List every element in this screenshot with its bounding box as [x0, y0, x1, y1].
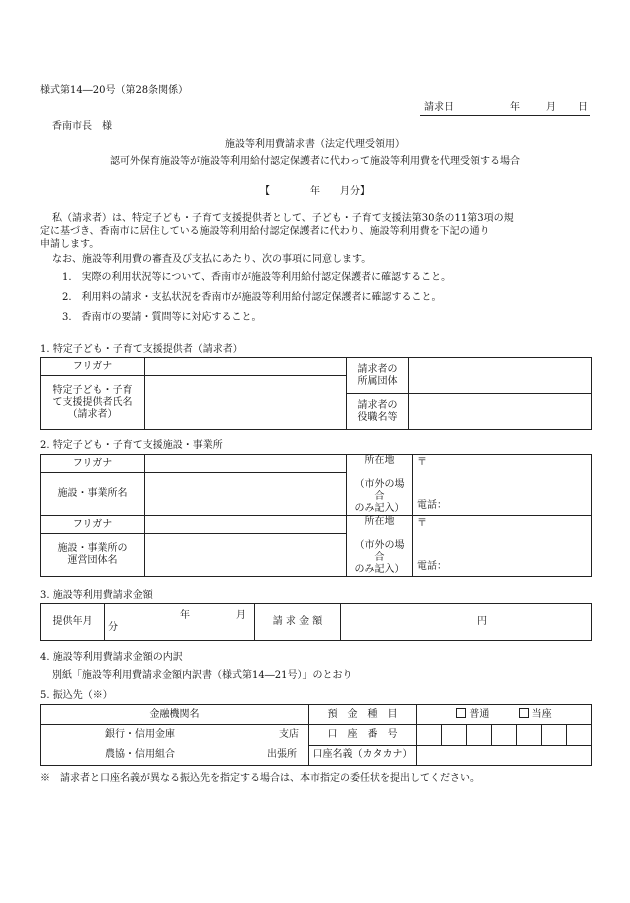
para1-line1: 私（請求者）は、特定子ども・子育て支援提供者として、子ども・子育て支援法第30条の11第3項の規: [52, 213, 514, 224]
ordinary-checkbox[interactable]: [456, 708, 466, 718]
form-title: 施設等利用費請求書（法定代理受領用）: [225, 139, 405, 150]
bank-table: [40, 704, 592, 766]
form-number: 様式第14―20号（第28条関係）: [40, 85, 189, 96]
current-checkbox[interactable]: [519, 708, 529, 718]
account-digit-2[interactable]: [442, 725, 467, 746]
operator-address-field[interactable]: [413, 516, 592, 577]
facility-phone-label: 電話：: [417, 500, 447, 511]
facility-furigana-label: フリガナ: [41, 455, 145, 473]
account-digit-1[interactable]: [417, 725, 442, 746]
branch-text: 支店: [279, 729, 299, 740]
request-date-year: 年: [510, 102, 520, 113]
billing-period: 【 年 月分】: [260, 186, 370, 197]
account-digit-7[interactable]: [567, 725, 592, 746]
office-text: 出張所: [267, 749, 297, 760]
facility-name-label: 施設・事業所名: [41, 473, 145, 516]
operator-phone-label: 電話：: [417, 561, 447, 572]
provider-name-label: 特定子ども・子育 て支援提供者氏名 （請求者）: [41, 376, 145, 430]
account-digit-6[interactable]: [542, 725, 567, 746]
agri-type-text: 農協・信用組合: [105, 749, 175, 760]
service-month-unit: 月分: [108, 610, 246, 633]
bank-name-label: 金融機関名: [41, 705, 309, 725]
date-underline: [420, 115, 590, 116]
section3-heading: 3. 施設等利用費請求金額: [40, 590, 153, 601]
para2: なお、施設等利用費の審査及び支払にあたり、次の事項に同意します。: [52, 254, 372, 265]
current-option[interactable]: 当座: [519, 709, 552, 720]
service-year-unit: 年: [180, 610, 190, 621]
consent-item-1: 1. 実際の利用状況等について、香南市が施設等利用給付認定保護者に確認すること。: [62, 272, 452, 283]
para1-line3: 申請します。: [40, 239, 100, 250]
form-subtitle: 認可外保育施設等が施設等利用給付認定保護者に代わって施設等利用費を代理受領する場合: [110, 156, 520, 167]
section2-heading: 2. 特定子ども・子育て支援施設・事業所: [40, 440, 223, 451]
request-date-label: 請求日: [424, 102, 454, 113]
operator-address-label: 所在地 （市外の場合 のみ記入）: [347, 516, 413, 577]
facility-address-label: 所在地 （市外の場合 のみ記入）: [347, 455, 413, 516]
provider-name-field[interactable]: [145, 376, 347, 430]
section4-heading: 4. 施設等利用費請求金額の内訳: [40, 652, 183, 663]
consent-item-2: 2. 利用料の請求・支払状況を香南市が施設等利用給付認定保護者に確認すること。: [62, 292, 442, 303]
facility-furigana-field[interactable]: [145, 455, 347, 473]
yen-unit: 円: [477, 616, 487, 627]
requester-org-field[interactable]: [409, 358, 592, 394]
ordinary-option[interactable]: 普通: [456, 709, 489, 720]
provider-table: [40, 357, 592, 430]
section1-heading: 1. 特定子ども・子育て支援提供者（請求者）: [40, 344, 243, 355]
facility-address-field[interactable]: [413, 455, 592, 516]
facility-table: [40, 454, 592, 577]
deposit-type-label: 預 金 種 目: [309, 705, 417, 725]
account-digit-4[interactable]: [492, 725, 517, 746]
request-date-day: 日: [578, 102, 588, 113]
section5-heading: 5. 振込先（※）: [40, 690, 113, 701]
amount-table: [40, 603, 592, 641]
request-date-month: 月: [546, 102, 556, 113]
account-holder-label: 口座名義（カタカナ）: [309, 745, 417, 766]
operator-furigana-field[interactable]: [145, 516, 347, 534]
footnote: ※ 請求者と口座名義が異なる振込先を指定する場合は、本市指定の委任状を提出してください。: [40, 773, 480, 784]
facility-postal-mark: 〒: [417, 457, 427, 468]
requester-title-label: 請求者の 役職名等: [347, 394, 409, 430]
provider-furigana-label: フリガナ: [41, 358, 145, 376]
provider-furigana-field[interactable]: [145, 358, 347, 376]
operator-postal-mark: 〒: [417, 518, 427, 529]
deposit-type-options: [417, 705, 592, 725]
para1-line2: 定に基づき、香南市に居住している施設等利用給付認定保護者に代わり、施設等利用費を下記の通り: [40, 226, 490, 237]
requester-org-label: 請求者の 所属団体: [347, 358, 409, 394]
amount-label: 請 求 金 額: [255, 604, 341, 641]
consent-item-3: 3. 香南市の要請・質問等に対応すること。: [62, 312, 262, 323]
account-digit-3[interactable]: [467, 725, 492, 746]
operator-name-field[interactable]: [145, 534, 347, 577]
breakdown-reference: 別紙「施設等利用費請求金額内訳書（様式第14―21号）」のとおり: [52, 670, 353, 681]
account-number-label: 口 座 番 号: [309, 725, 417, 746]
facility-name-field[interactable]: [145, 473, 347, 516]
amount-field[interactable]: [341, 604, 592, 641]
operator-furigana-label: フリガナ: [41, 516, 145, 534]
service-month-label: 提供年月: [41, 604, 105, 641]
service-month-field[interactable]: [105, 604, 255, 641]
account-digit-5[interactable]: [517, 725, 542, 746]
addressee: 香南市長 様: [52, 121, 112, 132]
requester-title-field[interactable]: [409, 394, 592, 430]
operator-name-label: 施設・事業所の 運営団体名: [41, 534, 145, 577]
bank-name-field[interactable]: [41, 725, 309, 766]
bank-type-text: 銀行・信用金庫: [105, 729, 175, 740]
account-holder-field[interactable]: [417, 745, 592, 766]
